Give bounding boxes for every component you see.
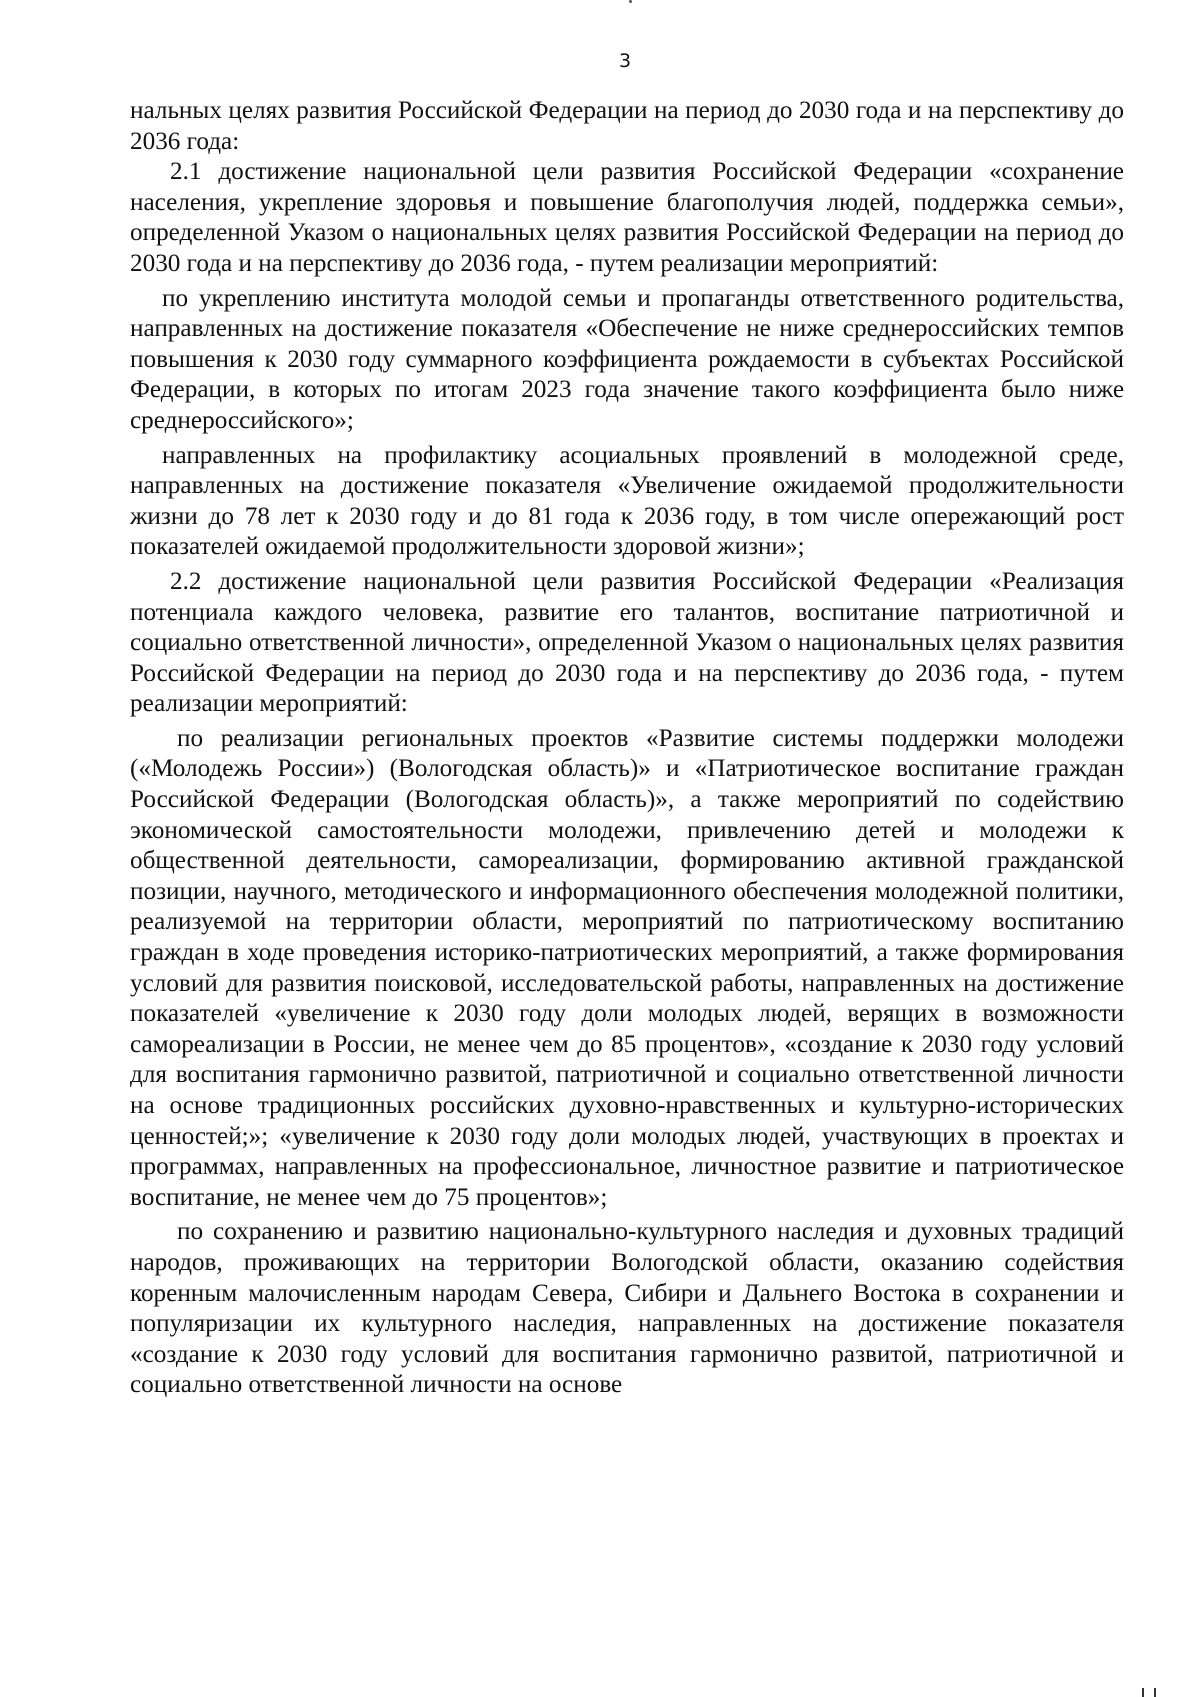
paragraph-2-1: 2.1 достижение национальной цели развития Российской Федерации «сохранение населения, укрепление здоровья и повышение благополучия людей, поддержка семьи», определенной Указом о национальных целях развития Российской Федерации на период до 2030 года и на перспективу до 2036 года, - путем реализации мероприятий: [130,158,1124,277]
paragraph-continuation: нальных целях развития Российской Федерации на период до 2030 года и на перспективу до 2036 года: [130,97,1124,155]
page-number: 3 [618,50,632,72]
paragraph-cultural-heritage: по сохранению и развитию национально-культурного наследия и духовных традиций народов, проживающих на территории Вологодской области, оказанию содействия коренным малочисленным народам Севера, Сибири и Дальнего Востока в сохранении и популяризации их культурного наследия, направленных на достижение показателя «создание к 2030 году условий для воспитания гармонично развитой, патриотичной и социально ответственной личности на основе [130,1218,1124,1399]
paragraph-regional-projects: по реализации региональных проектов «Развитие системы поддержки молодежи («Молодежь России») (Вологодская область)» и «Патриотическое воспитание граждан Российской Федерации (Вологодская область)», а также мероприятий по содействию экономической самостоятельности молодежи, привлечению детей и молодежи к общественной деятельности, самореализации, формированию активной гражданской позиции, научного, методического и информационного обеспечения молодежной политики, реализуемой на территории области, мероприятий по патриотическому воспитанию граждан в ходе проведения историко-патриотических мероприятий, а также формирования условий для развития поисковой, исследовательской работы, направленных на достижение показателей «увеличение к 2030 году доли молодых людей, верящих в возможности самореализации в России, не менее чем до 85 процентов», «создание к 2030 году условий для воспитания гармонично развитой, патриотичной и социально ответственной личности на основе традиционных российских духовно-нравственных и культурно-исторических ценностей;»; «увеличение к 2030 году доли молодых людей, участвующих в проектах и программах, направленных на профессиональное, личностное развитие и патриотическое воспитание, не менее чем до 75 процентов»; [130,724,1124,1211]
scan-mark-bottom [1140,1680,1162,1697]
paragraph-2-2: 2.2 достижение национальной цели развития Российской Федерации «Реализация потенциала каждого человека, развитие его талантов, воспитание патриотичной и социально ответственной личности», определенной Указом о национальных целях развития Российской Федерации на период до 2030 года и на перспективу до 2036 года, - путем реализации мероприятий: [130,567,1124,718]
scan-mark [629,0,632,3]
document-body [130,96,1124,1401]
paragraph-young-family: по укреплению института молодой семьи и пропаганды ответственного родительства, направленных на достижение показателя «Обеспечение не ниже среднероссийских темпов повышения к 2030 году суммарного коэффициента рождаемости в субъектах Российской Федерации, в которых по итогам 2023 года значение такого коэффициента было ниже среднероссийского»; [130,284,1124,434]
paragraph-prevention: направленных на профилактику асоциальных проявлений в молодежной среде, направленных на достижение показателя «Увеличение ожидаемой продолжительности жизни до 78 лет к 2030 году и до 81 года к 2036 году, в том числе опережающий рост показателей ожидаемой продолжительности здоровой жизни»; [130,441,1124,561]
